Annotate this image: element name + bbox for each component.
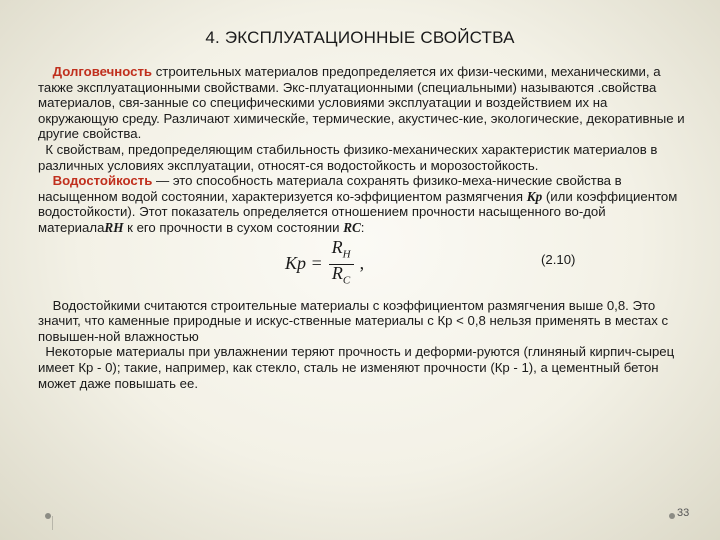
formula-numerator — [329, 236, 354, 265]
formula-denominator — [329, 262, 353, 289]
symbol-kp: Кр — [526, 188, 543, 204]
formula-row — [38, 236, 690, 292]
formula-fraction — [329, 236, 354, 289]
slide-title: 4. ЭКСПЛУАТАЦИОННЫЕ СВОЙСТВА — [205, 28, 515, 47]
numerator-base: R — [331, 236, 343, 257]
formula-kp — [285, 236, 365, 289]
paragraph-water-resistant-materials — [38, 298, 690, 345]
water-resistance-text-2: (или коэффициентом водостойкости). Этот показатель определяется отношением прочности насыщенного во-дой материала — [38, 188, 678, 235]
slide-body — [38, 64, 690, 391]
durability-text: строительных материалов предопределяется их физи-ческими, механическими, а также эксплуатационными свойствами. Экс-плуатационными (специальными) называются .свойства материалов, свя-занные со специфическими условиями эксплуатации и воздействием их на окружающую среду. Различают химическйе, термические, акустичес-кие, экологические, декоративные и другие свойства. — [38, 64, 685, 142]
paragraph-moisture — [38, 344, 690, 391]
formula-comma: , — [359, 253, 365, 274]
water-resistance-text-4: : — [360, 219, 365, 235]
term-durability: Долговечность — [52, 64, 153, 79]
symbol-rc: RC — [343, 219, 361, 235]
paragraph-water-resistance — [38, 173, 690, 235]
equation-number: (2.10) — [541, 251, 576, 267]
decorative-bullet-right — [669, 513, 675, 519]
formula-lhs: Кр = — [285, 253, 323, 274]
moisture-text: Некоторые материалы при увлажнении теряют прочность и деформи-руются (глиняный кирпич-сырец имеет Кр - 0); такие, например, как стекло, сталь не изменяют прочности (Кр - 1), а цементный бетон может даже повышать ее. — [38, 344, 675, 391]
term-water-resistance: Водостойкость — [52, 173, 153, 189]
numerator-subscript: Н — [342, 248, 351, 261]
stability-text: К свойствам, предопределяющим стабильность физико-механических характеристик материалов в различных условиях эксплуатации, относят-ся водостойкость и морозостойкость. — [38, 141, 658, 173]
water-resistance-text-1: — это способность материала сохранять физико-меха-нические свойства в насыщенном водой состоянии, характеризуется ко-эффициентом размягчения — [38, 173, 622, 204]
water-resistance-text-3: к его прочности в сухом состоянии — [123, 219, 344, 235]
paragraph-stability — [38, 142, 690, 173]
paragraph-durability — [38, 64, 690, 142]
decorative-bullet-left — [45, 513, 51, 519]
denominator-base: R — [331, 262, 343, 283]
decorative-line — [52, 516, 53, 530]
page-number: 33 — [677, 507, 690, 519]
denominator-subscript: С — [342, 274, 351, 287]
water-resistant-text: Водостойкими считаются строительные материалы с коэффициентом размягчения выше 0,8. Это значит, что каменные природные и искус-ственные материалы с Кр < 0,8 нельзя применять в местах с повышен-ной влажностью — [38, 297, 669, 344]
symbol-rn: RН — [104, 219, 124, 235]
